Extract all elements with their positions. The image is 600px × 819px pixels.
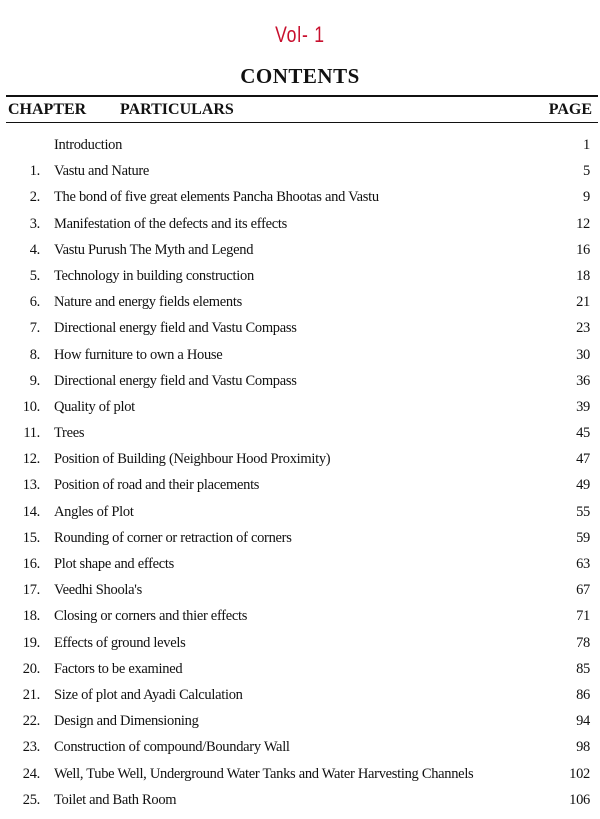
contents-row: [0, 395, 600, 421]
contents-row: [0, 316, 600, 342]
contents-row: [0, 604, 600, 630]
chapter-number: 15.: [22, 529, 40, 546]
page-number: 18: [576, 267, 590, 284]
contents-row: [0, 762, 600, 788]
contents-row: [0, 552, 600, 578]
contents-row: [0, 526, 600, 552]
chapter-number: 10.: [22, 398, 40, 415]
contents-row: [0, 788, 600, 814]
chapter-title: Quality of plot: [54, 398, 135, 415]
page-number: 49: [576, 477, 590, 494]
chapter-title: Position of road and their placements: [54, 477, 260, 494]
chapter-number: 8.: [29, 346, 40, 363]
chapter-title: Toilet and Bath Room: [54, 791, 177, 808]
chapter-title: Position of Building (Neighbour Hood Proximity): [54, 451, 331, 468]
contents-row: [0, 238, 600, 264]
page-number: 12: [576, 215, 590, 232]
contents-row: [0, 657, 600, 683]
contents-row: [0, 578, 600, 604]
chapter-number: 17.: [22, 582, 40, 599]
chapter-number: 25.: [22, 791, 40, 808]
page-number: 78: [576, 634, 590, 651]
chapter-number: 2.: [29, 189, 40, 206]
chapter-title: Technology in building construction: [54, 267, 254, 284]
contents-row: [0, 369, 600, 395]
contents-row: [0, 133, 600, 159]
chapter-number: 5.: [29, 267, 40, 284]
page-number: 16: [576, 241, 590, 258]
chapter-number: 9.: [29, 372, 40, 389]
chapter-number: 3.: [29, 215, 40, 232]
chapter-title: Veedhi Shoola's: [54, 582, 142, 599]
page-number: 39: [576, 398, 590, 415]
chapter-number: 19.: [22, 634, 40, 651]
page-number: 47: [576, 451, 590, 468]
contents-row: [0, 473, 600, 499]
chapter-number: 18.: [22, 608, 40, 625]
contents-row: [0, 159, 600, 185]
chapter-title: Vastu Purush The Myth and Legend: [54, 241, 254, 258]
page-number: 67: [576, 582, 590, 599]
contents-row: [0, 447, 600, 473]
header-page: PAGE: [548, 101, 592, 118]
volume-label: Vol- 1: [275, 22, 325, 47]
page-number: 98: [576, 739, 590, 756]
page-number: 71: [576, 608, 590, 625]
contents-list: [0, 133, 600, 814]
chapter-title: Angles of Plot: [54, 503, 134, 520]
page-number: 86: [576, 686, 590, 703]
page-number: 5: [583, 163, 590, 180]
page-number: 9: [583, 189, 590, 206]
contents-row: [0, 343, 600, 369]
header-chapter: CHAPTER: [8, 101, 87, 118]
contents-row: [0, 264, 600, 290]
contents-row: [0, 212, 600, 238]
header-bottom-rule: [6, 122, 598, 123]
chapter-number: 4.: [29, 241, 40, 258]
chapter-title: Manifestation of the defects and its effects: [54, 215, 287, 232]
page-number: 30: [576, 346, 590, 363]
chapter-number: 20.: [22, 660, 40, 677]
chapter-title: Factors to be examined: [54, 660, 183, 677]
chapter-number: 22.: [22, 713, 40, 730]
contents-row: [0, 185, 600, 211]
contents-row: [0, 631, 600, 657]
page-number: 102: [569, 765, 590, 782]
page-number: 85: [576, 660, 590, 677]
page-number: 1: [583, 137, 590, 153]
page-number: 94: [576, 713, 590, 730]
chapter-title: Introduction: [54, 137, 123, 153]
chapter-title: Rounding of corner or retraction of corners: [54, 529, 292, 546]
chapter-number: 16.: [22, 556, 40, 572]
chapter-title: Vastu and Nature: [54, 163, 150, 180]
chapter-title: Plot shape and effects: [54, 556, 174, 572]
contents-row: [0, 683, 600, 709]
contents-row: [0, 500, 600, 526]
chapter-title: Closing or corners and thier effects: [54, 608, 248, 625]
chapter-number: 6.: [29, 294, 40, 311]
header-particulars: PARTICULARS: [120, 101, 234, 118]
chapter-title: Nature and energy fields elements: [54, 294, 242, 311]
chapter-title: Well, Tube Well, Underground Water Tanks and Water Harvesting Channels: [54, 765, 474, 782]
chapter-title: Effects of ground levels: [54, 634, 186, 651]
chapter-title: Trees: [54, 425, 85, 442]
chapter-number: 7.: [29, 320, 40, 337]
contents-row: [0, 421, 600, 447]
chapter-title: The bond of five great elements Pancha Bhootas and Vastu: [54, 189, 379, 206]
page-number: 36: [576, 372, 590, 389]
contents-header: [6, 99, 598, 121]
chapter-title: Directional energy field and Vastu Compass: [54, 320, 297, 337]
page-number: 59: [576, 529, 590, 546]
chapter-title: Size of plot and Ayadi Calculation: [54, 686, 243, 703]
page-number: 55: [576, 503, 590, 520]
contents-row: [0, 735, 600, 761]
chapter-number: 13.: [22, 477, 40, 494]
page-number: 23: [576, 320, 590, 337]
chapter-number: 24.: [22, 765, 40, 782]
chapter-title: Directional energy field and Vastu Compass: [54, 372, 297, 389]
chapter-title: Construction of compound/Boundary Wall: [54, 739, 290, 756]
page-number: 106: [569, 791, 590, 808]
contents-row: [0, 709, 600, 735]
chapter-title: Design and Dimensioning: [54, 713, 199, 730]
chapter-number: 1.: [29, 163, 40, 180]
chapter-number: 12.: [22, 451, 40, 468]
header-top-rule: [6, 95, 598, 97]
chapter-number: 14.: [22, 503, 40, 520]
page-number: 21: [576, 294, 590, 311]
chapter-title: How furniture to own a House: [54, 346, 223, 363]
page-number: 45: [576, 425, 590, 442]
chapter-number: 11.: [23, 425, 40, 442]
contents-row: [0, 290, 600, 316]
page-number: 63: [576, 556, 590, 572]
chapter-number: 23.: [22, 739, 40, 756]
page-title: CONTENTS: [240, 64, 360, 88]
chapter-number: 21.: [22, 686, 40, 703]
